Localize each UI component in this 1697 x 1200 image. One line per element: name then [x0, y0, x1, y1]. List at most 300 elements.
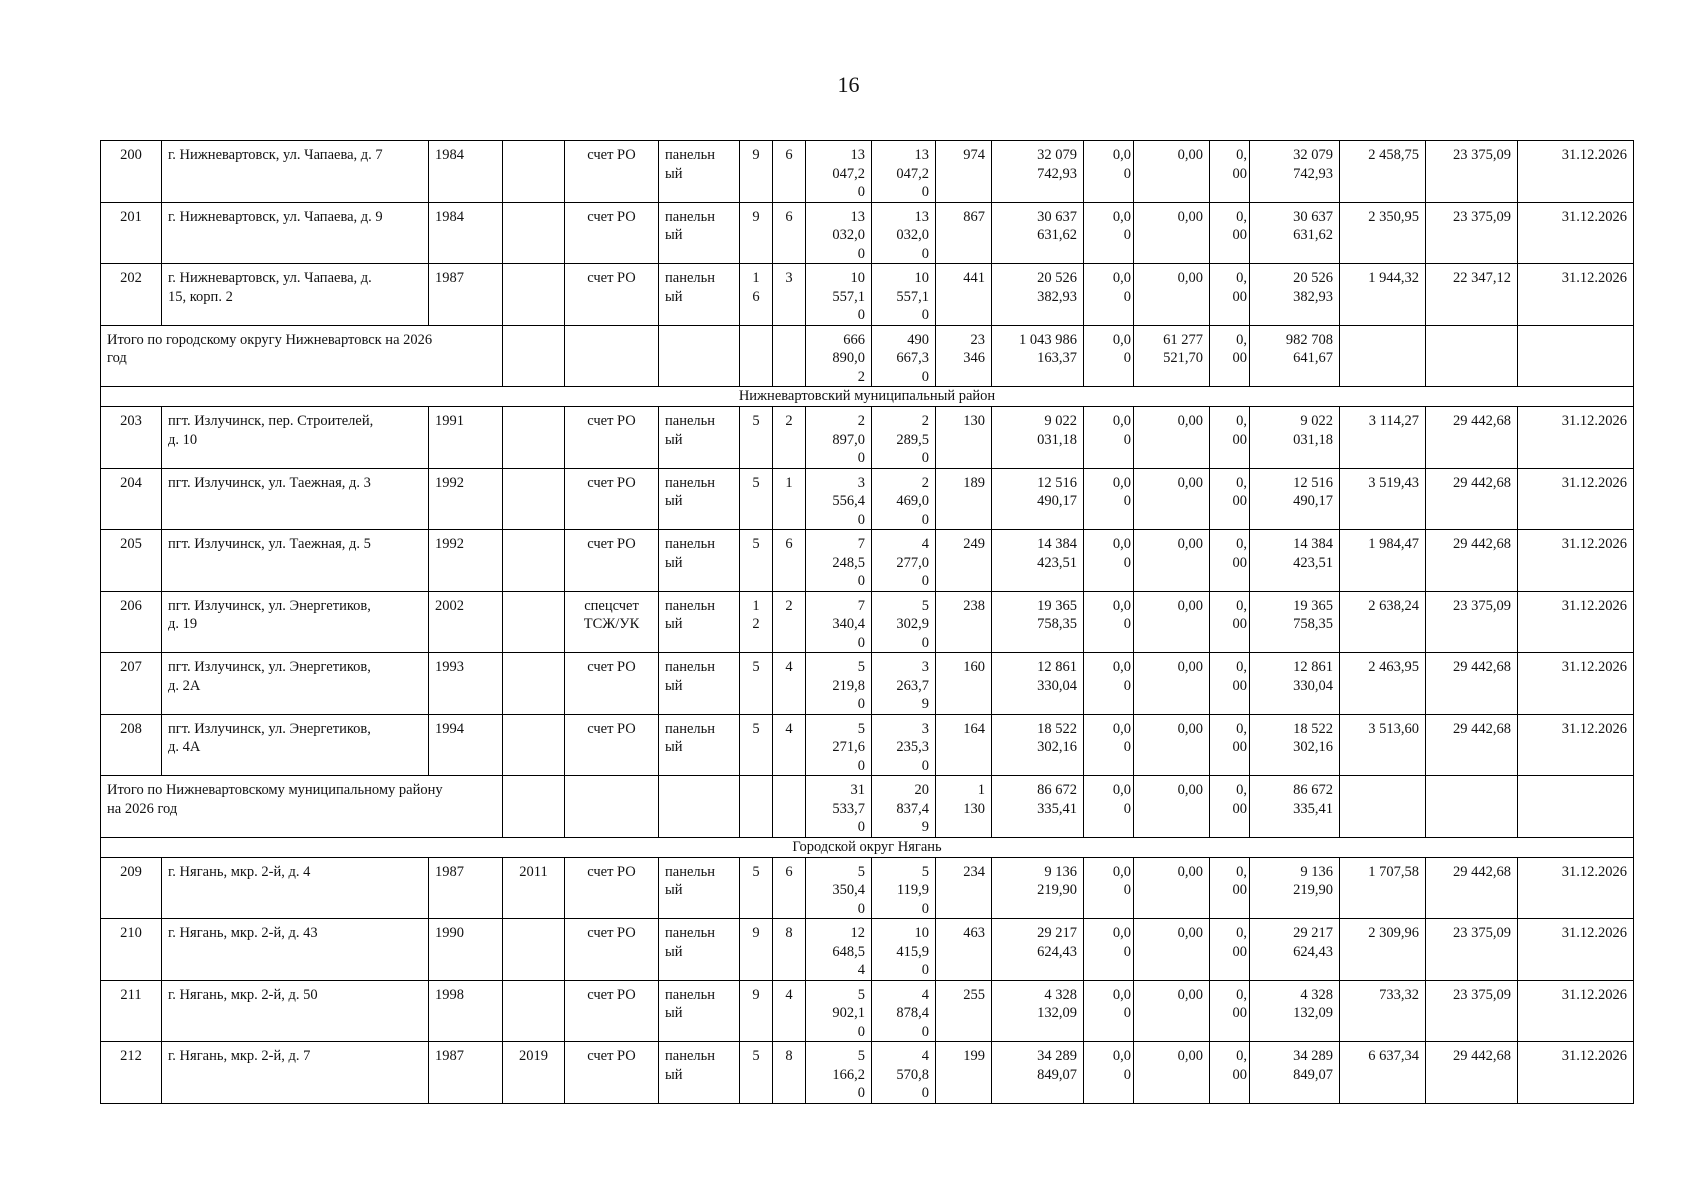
cost-fund-cell: 0,0 0	[1084, 919, 1134, 981]
cost-per-sqm-cell: 733,32	[1340, 980, 1426, 1042]
fund-cell: счет РО	[565, 857, 659, 919]
cost-owner-cell: 0, 00	[1210, 530, 1250, 592]
cost-fund-cell: 0,0 0	[1084, 468, 1134, 530]
cost-fund-cell: 0,0 0	[1084, 591, 1134, 653]
area-total-cell: 5 166,2 0	[806, 1042, 872, 1104]
cost-owners-total-cell: 12 861 330,04	[1250, 653, 1340, 715]
empty-cell	[659, 776, 740, 838]
cost-owners-total-cell: 86 672 335,41	[1250, 776, 1340, 838]
fund-cell: счет РО	[565, 714, 659, 776]
cost-total-cell: 14 384 423,51	[992, 530, 1084, 592]
area-living-cell: 20 837,4 9	[872, 776, 936, 838]
year-repair-cell	[503, 202, 565, 264]
limit-cost-cell: 23 375,09	[1426, 919, 1518, 981]
cost-budget-cell: 0,00	[1134, 468, 1210, 530]
cost-fund-cell: 0,0 0	[1084, 141, 1134, 203]
year-repair-cell	[503, 407, 565, 469]
area-total-cell: 2 897,0 0	[806, 407, 872, 469]
page-number: 16	[837, 72, 860, 97]
cost-budget-cell: 0,00	[1134, 591, 1210, 653]
year-built-cell: 1998	[429, 980, 503, 1042]
floors-cell: 9	[740, 141, 773, 203]
cost-owner-cell: 0, 00	[1210, 202, 1250, 264]
cost-fund-cell: 0,0 0	[1084, 1042, 1134, 1104]
fund-cell: счет РО	[565, 407, 659, 469]
address-cell: г. Нижневартовск, ул. Чапаева, д. 15, корп. 2	[162, 264, 429, 326]
fund-cell: счет РО	[565, 202, 659, 264]
year-repair-cell	[503, 468, 565, 530]
area-total-cell: 13 047,2 0	[806, 141, 872, 203]
year-built-cell: 1987	[429, 264, 503, 326]
entrances-cell: 6	[773, 530, 806, 592]
empty-cell	[1426, 325, 1518, 387]
empty-cell	[773, 325, 806, 387]
limit-cost-cell: 29 442,68	[1426, 857, 1518, 919]
cost-budget-cell: 0,00	[1134, 1042, 1210, 1104]
housing-repair-table	[100, 140, 1634, 1104]
table-row	[101, 264, 1634, 326]
residents-cell: 463	[936, 919, 992, 981]
floors-cell: 9	[740, 980, 773, 1042]
material-cell: панельн ый	[659, 1042, 740, 1104]
area-total-cell: 5 271,6 0	[806, 714, 872, 776]
entrances-cell: 6	[773, 141, 806, 203]
empty-cell	[565, 776, 659, 838]
cost-per-sqm-cell: 2 638,24	[1340, 591, 1426, 653]
residents-cell: 441	[936, 264, 992, 326]
cost-total-cell: 30 637 631,62	[992, 202, 1084, 264]
cost-owner-cell: 0, 00	[1210, 653, 1250, 715]
table-row	[101, 141, 1634, 203]
cost-total-cell: 9 136 219,90	[992, 857, 1084, 919]
limit-cost-cell: 29 442,68	[1426, 1042, 1518, 1104]
empty-cell	[1426, 776, 1518, 838]
empty-cell	[1518, 325, 1634, 387]
cost-owners-total-cell: 30 637 631,62	[1250, 202, 1340, 264]
material-cell: панельн ый	[659, 141, 740, 203]
cost-fund-cell: 0,0 0	[1084, 325, 1134, 387]
area-living-cell: 2 289,5 0	[872, 407, 936, 469]
area-living-cell: 4 277,0 0	[872, 530, 936, 592]
table-row	[101, 980, 1634, 1042]
cost-per-sqm-cell: 3 114,27	[1340, 407, 1426, 469]
cost-per-sqm-cell: 6 637,34	[1340, 1042, 1426, 1104]
area-total-cell: 666 890,0 2	[806, 325, 872, 387]
residents-cell: 1 130	[936, 776, 992, 838]
cost-per-sqm-cell: 2 350,95	[1340, 202, 1426, 264]
cost-budget-cell: 0,00	[1134, 714, 1210, 776]
entrances-cell: 2	[773, 407, 806, 469]
table-row	[101, 919, 1634, 981]
empty-cell	[503, 776, 565, 838]
section-heading: Городской округ Нягань	[101, 837, 1634, 857]
cost-owners-total-cell: 18 522 302,16	[1250, 714, 1340, 776]
table-row	[101, 591, 1634, 653]
table-row	[101, 714, 1634, 776]
area-living-cell: 10 415,9 0	[872, 919, 936, 981]
entrances-cell: 6	[773, 202, 806, 264]
cost-total-cell: 12 861 330,04	[992, 653, 1084, 715]
completion-date-cell: 31.12.2026	[1518, 1042, 1634, 1104]
cost-owner-cell: 0, 00	[1210, 980, 1250, 1042]
address-cell: пгт. Излучинск, пер. Строителей, д. 10	[162, 407, 429, 469]
cost-owner-cell: 0, 00	[1210, 468, 1250, 530]
table-row	[101, 407, 1634, 469]
floors-cell: 5	[740, 857, 773, 919]
fund-cell: спецсчет ТСЖ/УК	[565, 591, 659, 653]
material-cell: панельн ый	[659, 980, 740, 1042]
residents-cell: 23 346	[936, 325, 992, 387]
material-cell: панельн ый	[659, 407, 740, 469]
cost-total-cell: 29 217 624,43	[992, 919, 1084, 981]
area-living-cell: 4 878,4 0	[872, 980, 936, 1042]
cost-owner-cell: 0, 00	[1210, 714, 1250, 776]
year-built-cell: 1987	[429, 857, 503, 919]
cost-total-cell: 32 079 742,93	[992, 141, 1084, 203]
cost-owner-cell: 0, 00	[1210, 776, 1250, 838]
row-number: 200	[101, 141, 162, 203]
year-built-cell: 1984	[429, 141, 503, 203]
table-body	[101, 141, 1634, 1104]
address-cell: пгт. Излучинск, ул. Энергетиков, д. 4А	[162, 714, 429, 776]
cost-total-cell: 4 328 132,09	[992, 980, 1084, 1042]
year-repair-cell: 2019	[503, 1042, 565, 1104]
cost-per-sqm-cell: 1 944,32	[1340, 264, 1426, 326]
area-total-cell: 13 032,0 0	[806, 202, 872, 264]
fund-cell: счет РО	[565, 653, 659, 715]
entrances-cell: 8	[773, 919, 806, 981]
material-cell: панельн ый	[659, 530, 740, 592]
residents-cell: 249	[936, 530, 992, 592]
cost-budget-cell: 0,00	[1134, 530, 1210, 592]
year-repair-cell	[503, 653, 565, 715]
limit-cost-cell: 29 442,68	[1426, 530, 1518, 592]
material-cell: панельн ый	[659, 202, 740, 264]
material-cell: панельн ый	[659, 653, 740, 715]
cost-fund-cell: 0,0 0	[1084, 857, 1134, 919]
cost-owners-total-cell: 32 079 742,93	[1250, 141, 1340, 203]
cost-owners-total-cell: 20 526 382,93	[1250, 264, 1340, 326]
cost-fund-cell: 0,0 0	[1084, 202, 1134, 264]
cost-owners-total-cell: 982 708 641,67	[1250, 325, 1340, 387]
year-built-cell: 2002	[429, 591, 503, 653]
address-cell: г. Нягань, мкр. 2-й, д. 7	[162, 1042, 429, 1104]
table-row	[101, 202, 1634, 264]
floors-cell: 5	[740, 530, 773, 592]
material-cell: панельн ый	[659, 714, 740, 776]
fund-cell: счет РО	[565, 468, 659, 530]
floors-cell: 1 2	[740, 591, 773, 653]
entrances-cell: 3	[773, 264, 806, 326]
year-built-cell: 1984	[429, 202, 503, 264]
fund-cell: счет РО	[565, 919, 659, 981]
fund-cell: счет РО	[565, 264, 659, 326]
empty-cell	[1340, 776, 1426, 838]
row-number: 209	[101, 857, 162, 919]
entrances-cell: 4	[773, 980, 806, 1042]
row-number: 203	[101, 407, 162, 469]
floors-cell: 5	[740, 468, 773, 530]
year-repair-cell: 2011	[503, 857, 565, 919]
completion-date-cell: 31.12.2026	[1518, 530, 1634, 592]
empty-cell	[503, 325, 565, 387]
row-number: 210	[101, 919, 162, 981]
cost-fund-cell: 0,0 0	[1084, 653, 1134, 715]
cost-owner-cell: 0, 00	[1210, 141, 1250, 203]
fund-cell: счет РО	[565, 141, 659, 203]
row-number: 211	[101, 980, 162, 1042]
cost-per-sqm-cell: 1 984,47	[1340, 530, 1426, 592]
year-repair-cell	[503, 141, 565, 203]
area-living-cell: 5 302,9 0	[872, 591, 936, 653]
cost-owner-cell: 0, 00	[1210, 1042, 1250, 1104]
cost-total-cell: 9 022 031,18	[992, 407, 1084, 469]
floors-cell: 5	[740, 653, 773, 715]
table-row	[101, 653, 1634, 715]
year-built-cell: 1994	[429, 714, 503, 776]
limit-cost-cell: 29 442,68	[1426, 407, 1518, 469]
cost-budget-cell: 0,00	[1134, 407, 1210, 469]
empty-cell	[659, 325, 740, 387]
material-cell: панельн ый	[659, 264, 740, 326]
area-living-cell: 13 032,0 0	[872, 202, 936, 264]
row-number: 202	[101, 264, 162, 326]
limit-cost-cell: 29 442,68	[1426, 714, 1518, 776]
cost-per-sqm-cell: 3 513,60	[1340, 714, 1426, 776]
row-number: 208	[101, 714, 162, 776]
completion-date-cell: 31.12.2026	[1518, 919, 1634, 981]
cost-total-cell: 34 289 849,07	[992, 1042, 1084, 1104]
cost-owner-cell: 0, 00	[1210, 857, 1250, 919]
area-total-cell: 3 556,4 0	[806, 468, 872, 530]
residents-cell: 238	[936, 591, 992, 653]
area-living-cell: 3 263,7 9	[872, 653, 936, 715]
year-built-cell: 1990	[429, 919, 503, 981]
address-cell: г. Нягань, мкр. 2-й, д. 43	[162, 919, 429, 981]
entrances-cell: 4	[773, 653, 806, 715]
area-living-cell: 3 235,3 0	[872, 714, 936, 776]
total-label: Итого по Нижневартовскому муниципальному району на 2026 год	[101, 776, 503, 838]
cost-budget-cell: 0,00	[1134, 857, 1210, 919]
material-cell: панельн ый	[659, 468, 740, 530]
cost-owners-total-cell: 19 365 758,35	[1250, 591, 1340, 653]
completion-date-cell: 31.12.2026	[1518, 141, 1634, 203]
address-cell: г. Нягань, мкр. 2-й, д. 4	[162, 857, 429, 919]
year-repair-cell	[503, 919, 565, 981]
cost-fund-cell: 0,0 0	[1084, 776, 1134, 838]
cost-budget-cell: 0,00	[1134, 980, 1210, 1042]
empty-cell	[1518, 776, 1634, 838]
cost-fund-cell: 0,0 0	[1084, 407, 1134, 469]
section-heading: Нижневартовский муниципальный район	[101, 387, 1634, 407]
completion-date-cell: 31.12.2026	[1518, 407, 1634, 469]
completion-date-cell: 31.12.2026	[1518, 714, 1634, 776]
completion-date-cell: 31.12.2026	[1518, 857, 1634, 919]
year-repair-cell	[503, 714, 565, 776]
cost-total-cell: 1 043 986 163,37	[992, 325, 1084, 387]
year-repair-cell	[503, 530, 565, 592]
residents-cell: 164	[936, 714, 992, 776]
cost-owners-total-cell: 29 217 624,43	[1250, 919, 1340, 981]
residents-cell: 160	[936, 653, 992, 715]
year-repair-cell	[503, 591, 565, 653]
year-built-cell: 1992	[429, 530, 503, 592]
empty-cell	[740, 776, 773, 838]
cost-owners-total-cell: 9 022 031,18	[1250, 407, 1340, 469]
limit-cost-cell: 22 347,12	[1426, 264, 1518, 326]
year-repair-cell	[503, 264, 565, 326]
empty-cell	[773, 776, 806, 838]
cost-fund-cell: 0,0 0	[1084, 980, 1134, 1042]
area-living-cell: 4 570,8 0	[872, 1042, 936, 1104]
cost-budget-cell: 0,00	[1134, 202, 1210, 264]
cost-budget-cell: 0,00	[1134, 653, 1210, 715]
cost-budget-cell: 0,00	[1134, 776, 1210, 838]
completion-date-cell: 31.12.2026	[1518, 202, 1634, 264]
area-total-cell: 10 557,1 0	[806, 264, 872, 326]
area-total-cell: 5 902,1 0	[806, 980, 872, 1042]
area-living-cell: 490 667,3 0	[872, 325, 936, 387]
cost-total-cell: 19 365 758,35	[992, 591, 1084, 653]
entrances-cell: 1	[773, 468, 806, 530]
entrances-cell: 6	[773, 857, 806, 919]
limit-cost-cell: 23 375,09	[1426, 141, 1518, 203]
address-cell: г. Нижневартовск, ул. Чапаева, д. 9	[162, 202, 429, 264]
address-cell: г. Нижневартовск, ул. Чапаева, д. 7	[162, 141, 429, 203]
fund-cell: счет РО	[565, 530, 659, 592]
year-built-cell: 1991	[429, 407, 503, 469]
residents-cell: 130	[936, 407, 992, 469]
address-cell: пгт. Излучинск, ул. Таежная, д. 5	[162, 530, 429, 592]
cost-owners-total-cell: 12 516 490,17	[1250, 468, 1340, 530]
completion-date-cell: 31.12.2026	[1518, 980, 1634, 1042]
row-number: 201	[101, 202, 162, 264]
residents-cell: 255	[936, 980, 992, 1042]
cost-fund-cell: 0,0 0	[1084, 714, 1134, 776]
limit-cost-cell: 29 442,68	[1426, 653, 1518, 715]
section-heading-row	[101, 387, 1634, 407]
entrances-cell: 8	[773, 1042, 806, 1104]
year-built-cell: 1987	[429, 1042, 503, 1104]
completion-date-cell: 31.12.2026	[1518, 653, 1634, 715]
area-total-cell: 12 648,5 4	[806, 919, 872, 981]
area-total-cell: 31 533,7 0	[806, 776, 872, 838]
year-repair-cell	[503, 980, 565, 1042]
address-cell: пгт. Излучинск, ул. Таежная, д. 3	[162, 468, 429, 530]
area-total-cell: 5 219,8 0	[806, 653, 872, 715]
completion-date-cell: 31.12.2026	[1518, 468, 1634, 530]
cost-owner-cell: 0, 00	[1210, 264, 1250, 326]
cost-budget-cell: 0,00	[1134, 264, 1210, 326]
cost-owners-total-cell: 34 289 849,07	[1250, 1042, 1340, 1104]
residents-cell: 199	[936, 1042, 992, 1104]
cost-per-sqm-cell: 2 309,96	[1340, 919, 1426, 981]
address-cell: пгт. Излучинск, ул. Энергетиков, д. 2А	[162, 653, 429, 715]
fund-cell: счет РО	[565, 980, 659, 1042]
year-built-cell: 1993	[429, 653, 503, 715]
table-row	[101, 857, 1634, 919]
empty-cell	[740, 325, 773, 387]
residents-cell: 867	[936, 202, 992, 264]
cost-owners-total-cell: 4 328 132,09	[1250, 980, 1340, 1042]
row-number: 207	[101, 653, 162, 715]
cost-budget-cell: 61 277 521,70	[1134, 325, 1210, 387]
table-row	[101, 1042, 1634, 1104]
completion-date-cell: 31.12.2026	[1518, 591, 1634, 653]
cost-fund-cell: 0,0 0	[1084, 264, 1134, 326]
cost-total-cell: 86 672 335,41	[992, 776, 1084, 838]
empty-cell	[1340, 325, 1426, 387]
residents-cell: 974	[936, 141, 992, 203]
limit-cost-cell: 23 375,09	[1426, 591, 1518, 653]
address-cell: г. Нягань, мкр. 2-й, д. 50	[162, 980, 429, 1042]
entrances-cell: 4	[773, 714, 806, 776]
total-row	[101, 776, 1634, 838]
empty-cell	[565, 325, 659, 387]
total-label: Итого по городскому округу Нижневартовск на 2026 год	[101, 325, 503, 387]
cost-fund-cell: 0,0 0	[1084, 530, 1134, 592]
row-number: 206	[101, 591, 162, 653]
cost-budget-cell: 0,00	[1134, 141, 1210, 203]
limit-cost-cell: 29 442,68	[1426, 468, 1518, 530]
area-living-cell: 5 119,9 0	[872, 857, 936, 919]
cost-total-cell: 20 526 382,93	[992, 264, 1084, 326]
cost-per-sqm-cell: 2 463,95	[1340, 653, 1426, 715]
area-total-cell: 7 340,4 0	[806, 591, 872, 653]
cost-per-sqm-cell: 2 458,75	[1340, 141, 1426, 203]
material-cell: панельн ый	[659, 857, 740, 919]
floors-cell: 9	[740, 202, 773, 264]
floors-cell: 5	[740, 1042, 773, 1104]
cost-per-sqm-cell: 3 519,43	[1340, 468, 1426, 530]
residents-cell: 234	[936, 857, 992, 919]
cost-owners-total-cell: 14 384 423,51	[1250, 530, 1340, 592]
table-row	[101, 468, 1634, 530]
area-living-cell: 10 557,1 0	[872, 264, 936, 326]
cost-owner-cell: 0, 00	[1210, 325, 1250, 387]
cost-per-sqm-cell: 1 707,58	[1340, 857, 1426, 919]
floors-cell: 5	[740, 714, 773, 776]
area-living-cell: 2 469,0 0	[872, 468, 936, 530]
limit-cost-cell: 23 375,09	[1426, 202, 1518, 264]
floors-cell: 5	[740, 407, 773, 469]
cost-total-cell: 12 516 490,17	[992, 468, 1084, 530]
cost-owner-cell: 0, 00	[1210, 919, 1250, 981]
cost-owners-total-cell: 9 136 219,90	[1250, 857, 1340, 919]
floors-cell: 9	[740, 919, 773, 981]
cost-total-cell: 18 522 302,16	[992, 714, 1084, 776]
row-number: 212	[101, 1042, 162, 1104]
material-cell: панельн ый	[659, 919, 740, 981]
table-row	[101, 530, 1634, 592]
material-cell: панельн ый	[659, 591, 740, 653]
year-built-cell: 1992	[429, 468, 503, 530]
address-cell: пгт. Излучинск, ул. Энергетиков, д. 19	[162, 591, 429, 653]
area-living-cell: 13 047,2 0	[872, 141, 936, 203]
section-heading-row	[101, 837, 1634, 857]
total-row	[101, 325, 1634, 387]
entrances-cell: 2	[773, 591, 806, 653]
row-number: 205	[101, 530, 162, 592]
cost-owner-cell: 0, 00	[1210, 407, 1250, 469]
cost-budget-cell: 0,00	[1134, 919, 1210, 981]
residents-cell: 189	[936, 468, 992, 530]
limit-cost-cell: 23 375,09	[1426, 980, 1518, 1042]
floors-cell: 1 6	[740, 264, 773, 326]
row-number: 204	[101, 468, 162, 530]
fund-cell: счет РО	[565, 1042, 659, 1104]
cost-owner-cell: 0, 00	[1210, 591, 1250, 653]
